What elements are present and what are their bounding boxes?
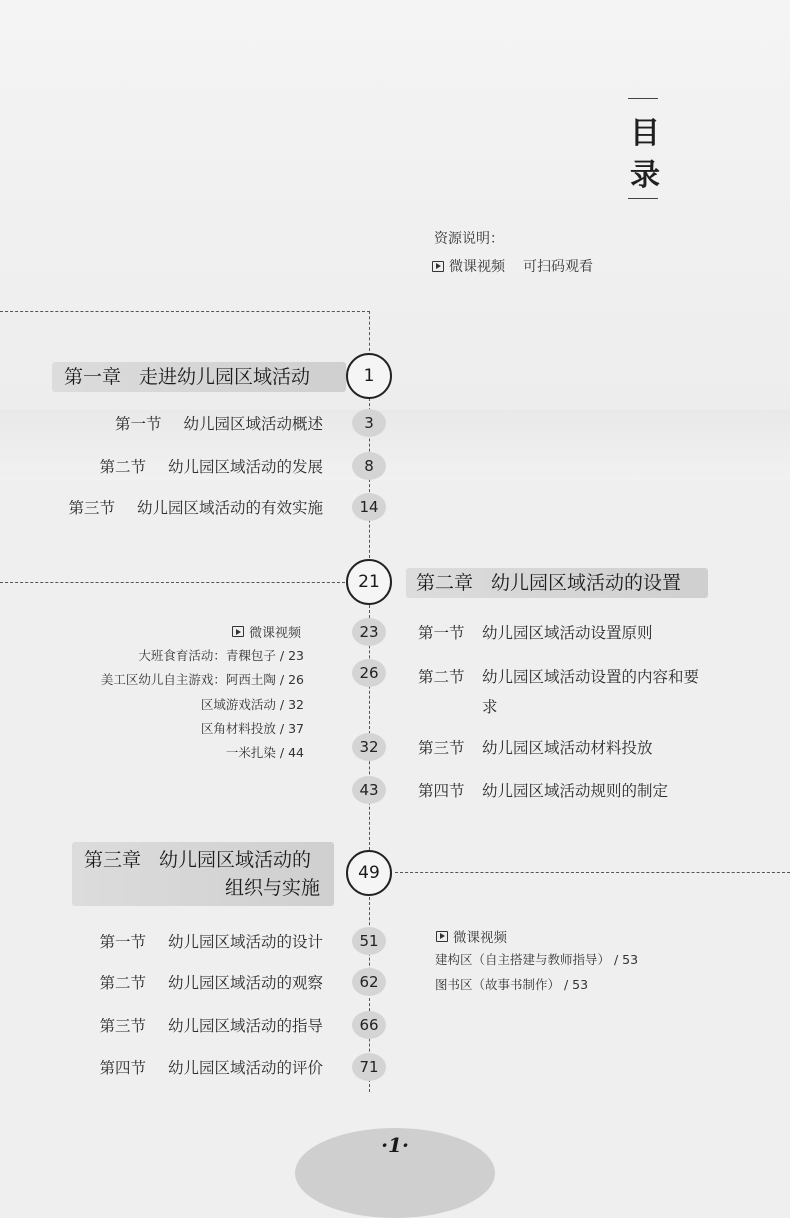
ch2-microcourse-item-1[interactable]: 大班食育活动：青稞包子 / 23 [138, 648, 304, 663]
chapter-1-title: 走进幼儿园区域活动 [139, 366, 311, 388]
title-rule-top [628, 98, 658, 99]
ch2-section-2-page[interactable]: 26 [352, 659, 386, 687]
ch3-section-4[interactable]: 第四节 幼儿园区域活动的评价 [99, 1059, 323, 1077]
ch3-section-1[interactable]: 第一节 幼儿园区域活动的设计 [99, 933, 323, 951]
title-rule-bottom [628, 198, 658, 199]
ch1-section-2[interactable]: 第二节 幼儿园区域活动的发展 [99, 458, 323, 476]
ch2-section-4-page[interactable]: 43 [352, 776, 386, 804]
ch2-section-3[interactable]: 第三节 幼儿园区域活动材料投放 [418, 739, 653, 757]
play-icon [232, 626, 244, 637]
ch2-microcourse-item-5[interactable]: 一米扎染 / 44 [225, 745, 304, 760]
ch3-microcourse-label: 微课视频 [436, 926, 507, 946]
resource-video-legend [432, 256, 593, 276]
guide-line-ch2 [0, 582, 345, 583]
chapter-3-title-line2: 组织与实施 [224, 877, 320, 899]
chapter-2-header[interactable] [406, 568, 708, 598]
title-char-2: 录 [630, 158, 660, 193]
ch3-microcourse-item-2[interactable]: 图书区（故事书制作） / 53 [435, 977, 589, 992]
chapter-3-title-line1: 幼儿园区域活动的 [159, 849, 312, 871]
video-label: 微课视频 [449, 259, 505, 275]
ch3-section-1-page[interactable]: 51 [352, 927, 386, 955]
ch1-section-2-page[interactable]: 8 [352, 452, 386, 480]
play-icon [432, 261, 444, 272]
ch2-section-4[interactable]: 第四节 幼儿园区域活动规则的制定 [418, 782, 669, 800]
play-icon [436, 931, 448, 942]
title-char-1: 目 [630, 116, 660, 151]
ch2-microcourse-item-2[interactable]: 美工区幼儿自主游戏：阿西土陶 / 26 [100, 672, 304, 687]
guide-spine-1 [369, 311, 370, 351]
ch3-section-3[interactable]: 第三节 幼儿园区域活动的指导 [99, 1017, 323, 1035]
ch3-section-3-page[interactable]: 66 [352, 1011, 386, 1039]
ch3-section-2-page[interactable]: 62 [352, 968, 386, 996]
chapter-1-page-circle[interactable]: 1 [346, 353, 392, 399]
chapter-3-number: 第三章 [84, 849, 142, 871]
scan-hint: 可扫码观看 [523, 259, 593, 275]
chapter-3-header[interactable] [72, 842, 334, 906]
chapter-3-page-circle[interactable]: 49 [346, 850, 392, 896]
page-background [0, 0, 790, 470]
ch2-section-2[interactable]: 第二节 幼儿园区域活动设置的内容和要 求 [418, 668, 700, 716]
page-number: ·1· [381, 1133, 409, 1157]
ch2-section-1[interactable]: 第一节 幼儿园区域活动设置原则 [418, 624, 653, 642]
ch2-section-1-page[interactable]: 23 [352, 618, 386, 646]
chapter-1-header[interactable] [52, 362, 346, 392]
ch1-section-3[interactable]: 第三节 幼儿园区域活动的有效实施 [68, 499, 323, 517]
ch1-section-1-page[interactable]: 3 [352, 409, 386, 437]
ch3-microcourse-item-1[interactable]: 建构区（自主搭建与教师指导） / 53 [435, 952, 639, 967]
ch3-section-2[interactable]: 第二节 幼儿园区域活动的观察 [99, 974, 323, 992]
ch2-microcourse-item-3[interactable]: 区域游戏活动 / 32 [200, 697, 304, 712]
ch1-section-1[interactable]: 第一节 幼儿园区域活动概述 [114, 415, 323, 433]
resource-note-label: 资源说明： [434, 231, 504, 247]
ch2-microcourse-label: 微课视频 [232, 622, 301, 641]
guide-line-top [0, 311, 370, 312]
chapter-1-number: 第一章 [64, 366, 122, 388]
chapter-2-page-circle[interactable]: 21 [346, 559, 392, 605]
ch2-microcourse-item-4[interactable]: 区角材料投放 / 37 [200, 721, 304, 736]
ch2-section-3-page[interactable]: 32 [352, 733, 386, 761]
ch3-section-4-page[interactable]: 71 [352, 1053, 386, 1081]
chapter-2-number: 第二章 [416, 572, 474, 594]
guide-line-ch3 [395, 872, 790, 873]
chapter-2-title: 幼儿园区域活动的设置 [491, 572, 682, 594]
ch1-section-3-page[interactable]: 14 [352, 493, 386, 521]
